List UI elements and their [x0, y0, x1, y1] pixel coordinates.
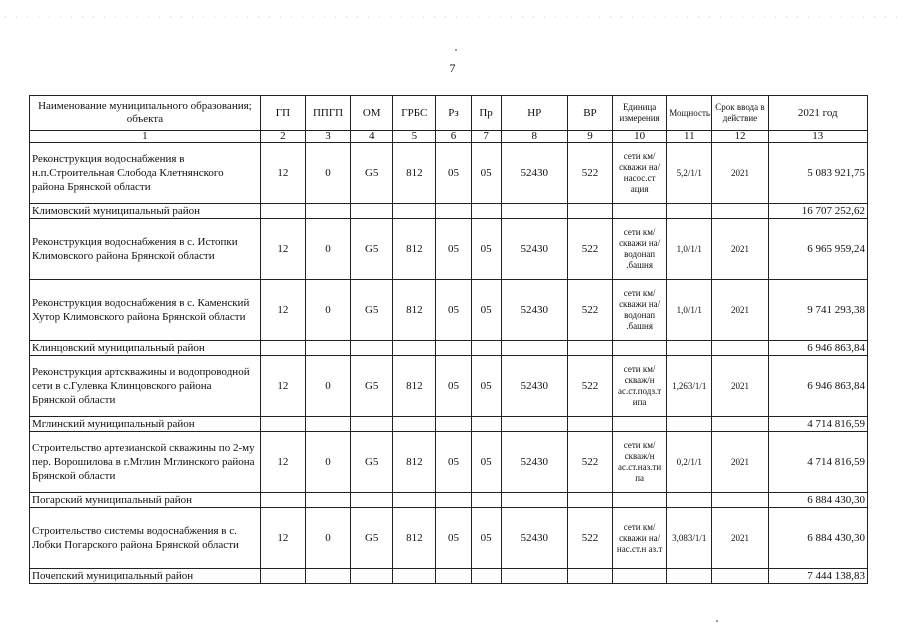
- object-row: [30, 143, 868, 204]
- col-number: 7: [471, 131, 501, 143]
- district-row: [30, 569, 868, 584]
- col-number: 10: [613, 131, 667, 143]
- col-header-2021: 2021 год: [768, 96, 867, 131]
- header-row: [30, 96, 868, 131]
- nr-cell: 52430: [501, 356, 567, 417]
- empty-cell: [393, 493, 436, 508]
- empty-cell: [436, 204, 471, 219]
- empty-cell: [436, 341, 471, 356]
- empty-cell: [712, 493, 768, 508]
- object-row: [30, 219, 868, 280]
- empty-cell: [712, 417, 768, 432]
- table-body: [30, 143, 868, 584]
- pr-cell: 05: [471, 508, 501, 569]
- object-name: Строительство артезианской скважины по 2-му пер. Ворошилова в г.Мглин Мглинского района Брянской области: [30, 432, 261, 493]
- empty-cell: [436, 569, 471, 584]
- om-cell: G5: [351, 432, 393, 493]
- empty-cell: [501, 417, 567, 432]
- ppgp-cell: 0: [305, 280, 350, 341]
- pr-cell: 05: [471, 432, 501, 493]
- empty-cell: [501, 341, 567, 356]
- gp-cell: 12: [260, 143, 305, 204]
- unit-cell: сети км/скважи на/водонап .башня: [613, 280, 667, 341]
- empty-cell: [260, 204, 305, 219]
- gp-cell: 12: [260, 356, 305, 417]
- object-row: [30, 356, 868, 417]
- unit-cell: сети км/скваж/н ас.ст.наз.ти па: [613, 432, 667, 493]
- col-header-ppgp: ППГП: [305, 96, 350, 131]
- amount-cell: 6 884 430,30: [768, 508, 867, 569]
- empty-cell: [351, 204, 393, 219]
- om-cell: G5: [351, 280, 393, 341]
- nr-cell: 52430: [501, 143, 567, 204]
- empty-cell: [393, 341, 436, 356]
- ppgp-cell: 0: [305, 432, 350, 493]
- district-name: Погарский муниципальный район: [30, 493, 261, 508]
- rz-cell: 05: [436, 143, 471, 204]
- amount-cell: 6 946 863,84: [768, 356, 867, 417]
- district-total: 6 946 863,84: [768, 341, 867, 356]
- grbs-cell: 812: [393, 219, 436, 280]
- object-row: [30, 280, 868, 341]
- empty-cell: [471, 417, 501, 432]
- pr-cell: 05: [471, 219, 501, 280]
- gp-cell: 12: [260, 280, 305, 341]
- grbs-cell: 812: [393, 280, 436, 341]
- rz-cell: 05: [436, 508, 471, 569]
- object-name: Строительство системы водоснабжения в с. Лобки Погарского района Брянской области: [30, 508, 261, 569]
- col-number: 11: [667, 131, 712, 143]
- empty-cell: [667, 569, 712, 584]
- amount-cell: 9 741 293,38: [768, 280, 867, 341]
- pr-cell: 05: [471, 356, 501, 417]
- empty-cell: [613, 493, 667, 508]
- col-number: 1: [30, 131, 261, 143]
- district-total: 6 884 430,30: [768, 493, 867, 508]
- empty-cell: [567, 341, 612, 356]
- object-name: Реконструкция водоснабжения в с. Истопки Климовского района Брянской области: [30, 219, 261, 280]
- gp-cell: 12: [260, 219, 305, 280]
- empty-cell: [712, 204, 768, 219]
- power-cell: 1,263/1/1: [667, 356, 712, 417]
- ppgp-cell: 0: [305, 356, 350, 417]
- district-row: [30, 341, 868, 356]
- col-header-commission-date: Срок ввода в действие: [712, 96, 768, 131]
- empty-cell: [260, 417, 305, 432]
- rz-cell: 05: [436, 219, 471, 280]
- col-header-grbs: ГРБС: [393, 96, 436, 131]
- gp-cell: 12: [260, 508, 305, 569]
- empty-cell: [436, 493, 471, 508]
- empty-cell: [305, 417, 350, 432]
- om-cell: G5: [351, 143, 393, 204]
- rz-cell: 05: [436, 280, 471, 341]
- object-name: Реконструкция водоснабжения в н.п.Строительная Слобода Клетнянского района Брянской области: [30, 143, 261, 204]
- nr-cell: 52430: [501, 219, 567, 280]
- grbs-cell: 812: [393, 432, 436, 493]
- empty-cell: [501, 204, 567, 219]
- vr-cell: 522: [567, 432, 612, 493]
- empty-cell: [613, 204, 667, 219]
- investment-table: [29, 95, 868, 584]
- power-cell: 5,2/1/1: [667, 143, 712, 204]
- scan-artifact: [0, 14, 905, 20]
- vr-cell: 522: [567, 280, 612, 341]
- grbs-cell: 812: [393, 143, 436, 204]
- unit-cell: сети км/скважи на/водонап .башня: [613, 219, 667, 280]
- commission-year-cell: 2021: [712, 508, 768, 569]
- amount-cell: 5 083 921,75: [768, 143, 867, 204]
- empty-cell: [260, 493, 305, 508]
- grbs-cell: 812: [393, 356, 436, 417]
- empty-cell: [305, 204, 350, 219]
- empty-cell: [260, 341, 305, 356]
- power-cell: 1,0/1/1: [667, 219, 712, 280]
- power-cell: 0,2/1/1: [667, 432, 712, 493]
- unit-cell: сети км/скваж/н ас.ст.подз.т ипа: [613, 356, 667, 417]
- district-name: Мглинский муниципальный район: [30, 417, 261, 432]
- empty-cell: [393, 417, 436, 432]
- district-row: [30, 204, 868, 219]
- empty-cell: [567, 204, 612, 219]
- empty-cell: [667, 417, 712, 432]
- unit-cell: сети км/скважи на/нас.ст.н аз.т: [613, 508, 667, 569]
- vr-cell: 522: [567, 143, 612, 204]
- empty-cell: [305, 569, 350, 584]
- district-row: [30, 417, 868, 432]
- empty-cell: [351, 493, 393, 508]
- vr-cell: 522: [567, 356, 612, 417]
- empty-cell: [436, 417, 471, 432]
- om-cell: G5: [351, 219, 393, 280]
- col-number: 13: [768, 131, 867, 143]
- col-number: 3: [305, 131, 350, 143]
- col-header-unit: Единица измерения: [613, 96, 667, 131]
- nr-cell: 52430: [501, 508, 567, 569]
- empty-cell: [393, 569, 436, 584]
- district-name: Почепский муниципальный район: [30, 569, 261, 584]
- district-total: 16 707 252,62: [768, 204, 867, 219]
- col-header-nr: НР: [501, 96, 567, 131]
- col-header-vr: ВР: [567, 96, 612, 131]
- om-cell: G5: [351, 508, 393, 569]
- col-header-rz: Рз: [436, 96, 471, 131]
- scan-speck: [455, 49, 457, 51]
- om-cell: G5: [351, 356, 393, 417]
- pr-cell: 05: [471, 143, 501, 204]
- empty-cell: [305, 493, 350, 508]
- rz-cell: 05: [436, 356, 471, 417]
- ppgp-cell: 0: [305, 143, 350, 204]
- amount-cell: 4 714 816,59: [768, 432, 867, 493]
- unit-cell: сети км/скважи на/насос.ст ация: [613, 143, 667, 204]
- commission-year-cell: 2021: [712, 356, 768, 417]
- col-header-name: Наименование муниципального образования; объекта: [30, 96, 261, 131]
- col-header-power: Мощность: [667, 96, 712, 131]
- col-number: 4: [351, 131, 393, 143]
- col-number: 6: [436, 131, 471, 143]
- col-number: 12: [712, 131, 768, 143]
- gp-cell: 12: [260, 432, 305, 493]
- power-cell: 1,0/1/1: [667, 280, 712, 341]
- page-number: 7: [449, 61, 456, 75]
- empty-cell: [667, 204, 712, 219]
- commission-year-cell: 2021: [712, 280, 768, 341]
- object-row: [30, 432, 868, 493]
- empty-cell: [501, 569, 567, 584]
- district-row: [30, 493, 868, 508]
- object-row: [30, 508, 868, 569]
- ppgp-cell: 0: [305, 508, 350, 569]
- column-number-row: [30, 131, 868, 143]
- empty-cell: [567, 417, 612, 432]
- empty-cell: [471, 341, 501, 356]
- commission-year-cell: 2021: [712, 432, 768, 493]
- ppgp-cell: 0: [305, 219, 350, 280]
- power-cell: 3,083/1/1: [667, 508, 712, 569]
- col-number: 5: [393, 131, 436, 143]
- object-name: Реконструкция артскважины и водопроводной сети в с.Гулевка Клинцовского района Брянской области: [30, 356, 261, 417]
- rz-cell: 05: [436, 432, 471, 493]
- nr-cell: 52430: [501, 280, 567, 341]
- empty-cell: [393, 204, 436, 219]
- empty-cell: [351, 417, 393, 432]
- col-header-om: ОМ: [351, 96, 393, 131]
- col-number: 9: [567, 131, 612, 143]
- empty-cell: [613, 417, 667, 432]
- empty-cell: [501, 493, 567, 508]
- empty-cell: [613, 341, 667, 356]
- empty-cell: [471, 204, 501, 219]
- amount-cell: 6 965 959,24: [768, 219, 867, 280]
- col-header-gp: ГП: [260, 96, 305, 131]
- vr-cell: 522: [567, 219, 612, 280]
- col-header-pr: Пр: [471, 96, 501, 131]
- empty-cell: [351, 341, 393, 356]
- nr-cell: 52430: [501, 432, 567, 493]
- empty-cell: [351, 569, 393, 584]
- empty-cell: [305, 341, 350, 356]
- empty-cell: [260, 569, 305, 584]
- empty-cell: [567, 569, 612, 584]
- empty-cell: [471, 493, 501, 508]
- empty-cell: [667, 493, 712, 508]
- grbs-cell: 812: [393, 508, 436, 569]
- commission-year-cell: 2021: [712, 219, 768, 280]
- empty-cell: [712, 341, 768, 356]
- object-name: Реконструкция водоснабжения в с. Каменский Хутор Климовского района Брянской области: [30, 280, 261, 341]
- scan-speck: [716, 620, 718, 622]
- empty-cell: [613, 569, 667, 584]
- district-name: Клинцовский муниципальный район: [30, 341, 261, 356]
- vr-cell: 522: [567, 508, 612, 569]
- district-total: 4 714 816,59: [768, 417, 867, 432]
- col-number: 2: [260, 131, 305, 143]
- empty-cell: [567, 493, 612, 508]
- empty-cell: [667, 341, 712, 356]
- pr-cell: 05: [471, 280, 501, 341]
- empty-cell: [471, 569, 501, 584]
- district-name: Климовский муниципальный район: [30, 204, 261, 219]
- empty-cell: [712, 569, 768, 584]
- col-number: 8: [501, 131, 567, 143]
- district-total: 7 444 138,83: [768, 569, 867, 584]
- commission-year-cell: 2021: [712, 143, 768, 204]
